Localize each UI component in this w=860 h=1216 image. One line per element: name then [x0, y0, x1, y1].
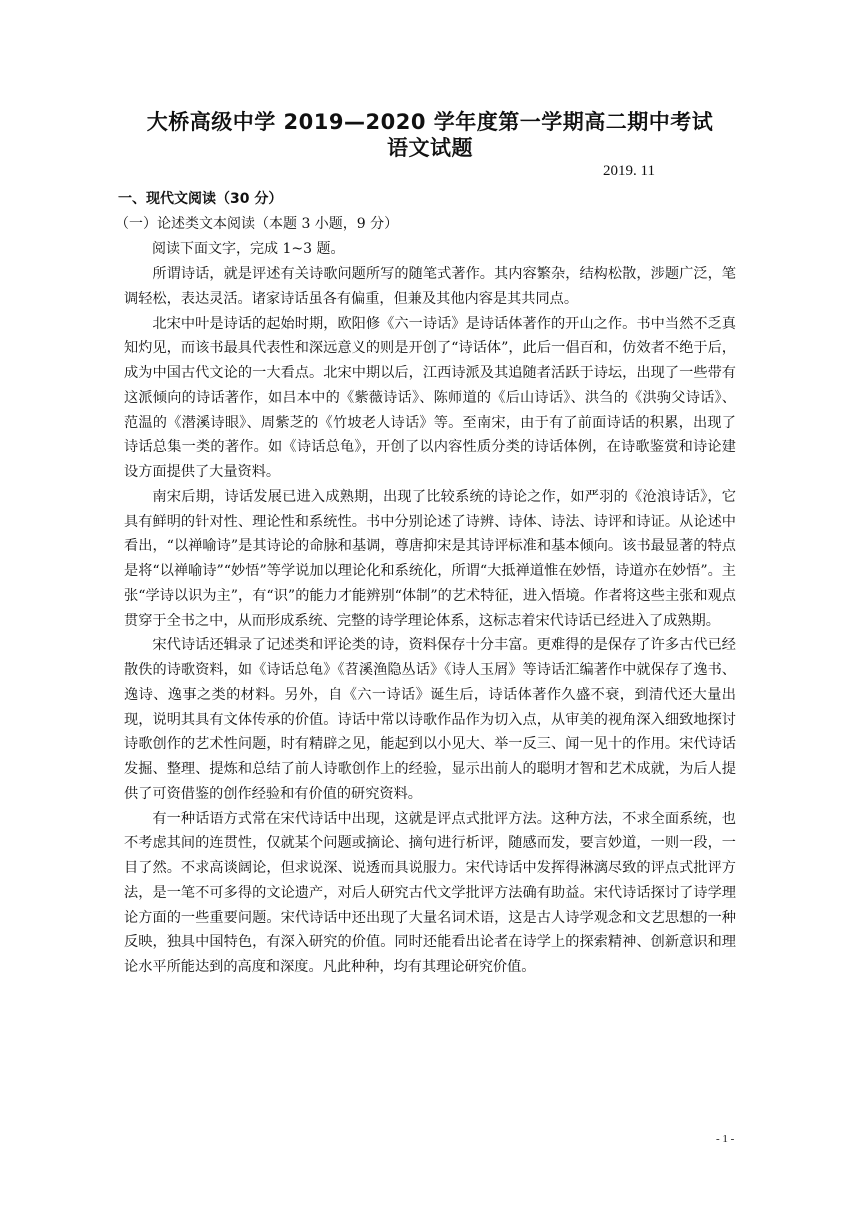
- passage-paragraph-2: 北宋中叶是诗话的起始时期，欧阳修《六一诗话》是诗话体著作的开山之作。书中当然不乏真知灼见，而该书最具代表性和深远意义的则是开创了“诗话体”，此后一倡百和，仿效者不绝于后，成为中国古代文论的一大看点。北宋中期以后，江西诗派及其追随者活跃于诗坛，出现了一些带有这派倾向的诗话著作，如吕本中的《紫薇诗话》、陈师道的《后山诗话》、洪刍的《洪驹父诗话》、范温的《潜溪诗眼》、周紫芝的《竹坡老人诗话》等。至南宋，由于有了前面诗话的积累，出现了诗话总集一类的著作。如《诗话总龟》，开创了以内容性质分类的诗话体例，在诗歌鉴赏和诗论建设方面提供了大量资料。: [124, 315, 736, 480]
- section-heading: 一、现代文阅读（30 分）: [118, 191, 283, 207]
- passage-paragraph-4: 宋代诗话还辑录了记述类和评论类的诗，资料保存十分丰富。更难得的是保存了许多古代已经散佚的诗歌资料，如《诗话总龟》《苕溪渔隐丛话》《诗人玉屑》等诗话汇编著作中就保存了逸书、逸诗、逸事之类的材料。另外，自《六一诗话》诞生后，诗话体著作久盛不衰，到清代还大量出现，说明其具有文体传承的价值。诗话中常以诗歌作品作为切入点，从审美的视角深入细致地探讨诗歌创作的艺术性问题，时有精辟之见，能起到以小见大、举一反三、闻一见十的作用。宋代诗话发掘、整理、提炼和总结了前人诗歌创作上的经验，显示出前人的聪明才智和艺术成就，为后人提供了可资借鉴的创作经验和有价值的研究资料。: [124, 637, 736, 802]
- section-subheading: （一）论述类文本阅读（本题 3 小题，9 分）: [115, 216, 399, 232]
- page-number: - 1 -: [716, 1133, 735, 1145]
- passage-paragraph-3: 南宋后期，诗话发展已进入成熟期，出现了比较系统的诗论之作，如严羽的《沧浪诗话》，它具有鲜明的针对性、理论性和系统性。书中分别论述了诗辨、诗体、诗法、诗评和诗证。从论述中看出，“以禅喻诗”是其诗论的命脉和基调，尊唐抑宋是其诗评标准和基本倾向。该书最显著的特点是将“以禅喻诗”“妙悟”等学说加以理论化和系统化，所谓“大抵禅道惟在妙悟，诗道亦在妙悟”。主张“学诗以识为主”，有“识”的能力才能辨别“体制”的艺术特征，进入悟境。作者将这些主张和观点贯穿于全书之中，从而形成系统、完整的诗学理论体系，这标志着宋代诗话已经进入了成熟期。: [124, 488, 736, 629]
- exam-title: 大桥高级中学 2019—2020 学年度第一学期高二期中考试: [146, 110, 714, 134]
- exam-subject-title: 语文试题: [387, 136, 473, 160]
- reading-instruction: 阅读下面文字，完成 1~3 题。: [152, 241, 345, 257]
- passage-body: [124, 262, 736, 980]
- passage-paragraph-1: 所谓诗话，就是评述有关诗歌问题所写的随笔式著作。其内容繁杂，结构松散，涉题广泛，笔调轻松，表达灵活。诸家诗话虽各有偏重，但兼及其他内容是其共同点。: [124, 266, 736, 307]
- passage-paragraph-5: 有一种话语方式常在宋代诗话中出现，这就是评点式批评方法。这种方法，不求全面系统，也不考虑其间的连贯性，仅就某个问题或摘论、摘句进行析评，随感而发，要言妙道，一则一段，一目了然。不求高谈阔论，但求说深、说透而具说服力。宋代诗话中发挥得淋漓尽致的评点式批评方法，是一笔不可多得的文论遗产，对后人研究古代文学批评方法确有助益。宋代诗话探讨了诗学理论方面的一些重要问题。宋代诗话中还出现了大量名词术语，这是古人诗学观念和文艺思想的一种反映，独具中国特色，有深入研究的价值。同时还能看出论者在诗学上的探索精神、创新意识和理论水平所能达到的高度和深度。凡此种种，均有其理论研究价值。: [124, 810, 736, 975]
- exam-date: 2019. 11: [603, 163, 655, 179]
